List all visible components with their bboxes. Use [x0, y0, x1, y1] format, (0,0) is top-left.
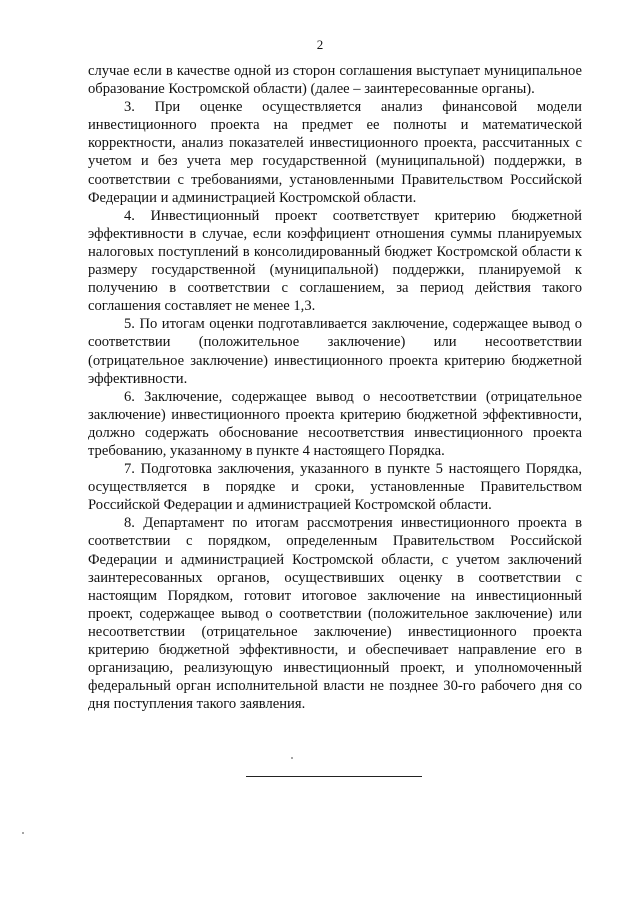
- closing-divider-line: [246, 776, 422, 777]
- scan-speck: [22, 832, 24, 834]
- paragraph-item-8: 8. Департамент по итогам рассмотрения инвестиционного проекта в соответствии с порядком, определенным Правительством Российской Федерации и администрацией Костромской области, с учетом заключений заинтересованных органов, осуществивших оценку в соответствии с настоящим Порядком, готовит итоговое заключение на инвестиционный проект, содержащее вывод о соответствии (положительное заключение) или несоответствии (отрицательное заключение) инвестиционного проекта критерию бюджетной эффективности, и обеспечивает направление его в организацию, реализующую инвестиционный проект, и уполномоченный федеральный орган исполнительной власти не позднее 30-го рабочего дня со дня поступления такого заявления.: [88, 515, 582, 713]
- paragraph-item-7: 7. Подготовка заключения, указанного в пункте 5 настоящего Порядка, осуществляется в порядке и сроки, установленные Правительством Российской Федерации и администрацией Костромской области.: [88, 461, 582, 514]
- document-body: [88, 62, 582, 713]
- paragraph-item-4: 4. Инвестиционный проект соответствует критерию бюджетной эффективности в случае, если коэффициент отношения суммы планируемых налоговых поступлений в консолидированный бюджет Костромской области к размеру государственной (муниципальной) поддержки, планируемой к получению в соответствии с соглашением, за период действия такого соглашения составляет не менее 1,3.: [88, 207, 582, 315]
- paragraph-continuation: случае если в качестве одной из сторон соглашения выступает муниципальное образование Костромской области) (далее – заинтересованные органы).: [88, 63, 582, 98]
- paragraph-item-6: 6. Заключение, содержащее вывод о несоответствии (отрицательное заключение) инвестиционного проекта критерию бюджетной эффективности, должно содержать обоснование несоответствия инвестиционного проекта требованию, указанному в пункте 4 настоящего Порядка.: [88, 388, 582, 459]
- paragraph-item-3: 3. При оценке осуществляется анализ финансовой модели инвестиционного проекта на предмет ее полноты и математической корректности, анализ показателей инвестиционного проекта, рассчитанных с учетом и без учета мер государственной (муниципальной) поддержки, в соответствии с требованиями, установленными Правительством Российской Федерации и администрацией Костромской области.: [88, 99, 582, 206]
- scan-speck: [291, 757, 293, 759]
- paragraph-item-5: 5. По итогам оценки подготавливается заключение, содержащее вывод о соответствии (положительное заключение) или несоответствии (отрицательное заключение) инвестиционного проекта критерию бюджетной эффективности.: [88, 316, 582, 387]
- page-number: 2: [316, 37, 324, 52]
